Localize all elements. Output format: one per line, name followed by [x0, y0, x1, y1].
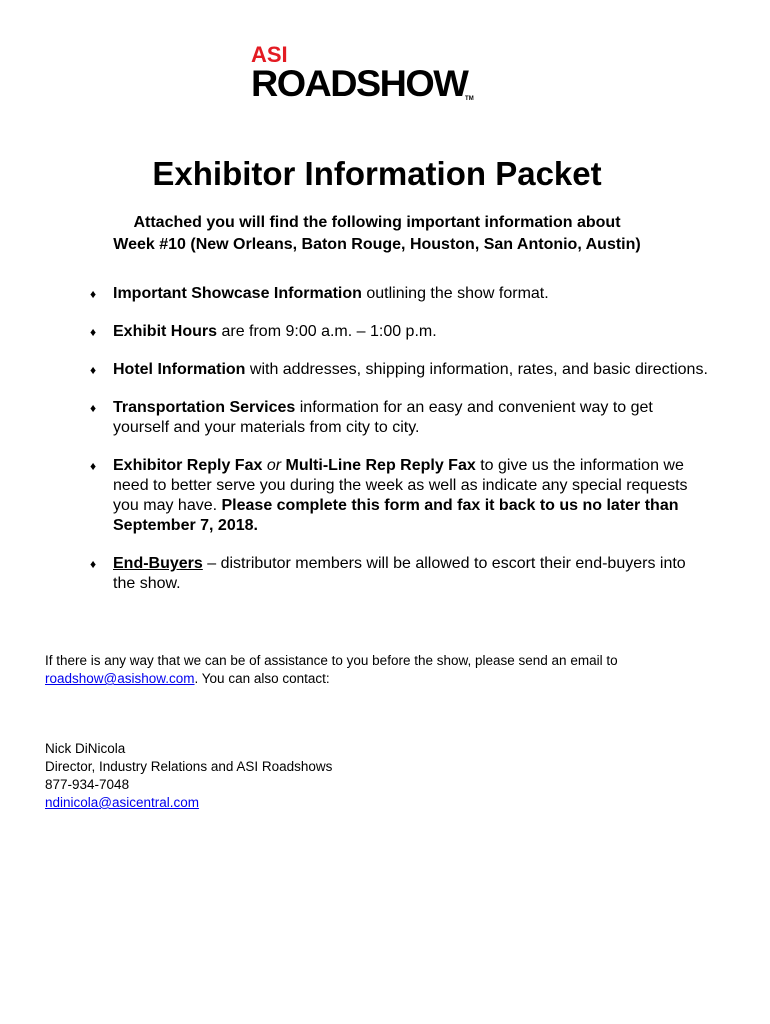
bullet-heading: Exhibitor Reply Fax	[113, 457, 263, 474]
diamond-bullet-icon: ♦	[90, 363, 97, 377]
bullet-text: information for an easy and convenient way to get yourself and your materials from city to city.	[113, 399, 653, 436]
logo-trademark: TM	[465, 96, 474, 102]
bullet-heading: End-Buyers	[113, 555, 203, 572]
bullet-heading: Important Showcase Information	[113, 285, 362, 302]
diamond-bullet-icon: ♦	[90, 325, 97, 339]
bullet-text: – distributor members will be allowed to escort their end-buyers into the show.	[113, 555, 686, 592]
intro-text	[0, 212, 754, 256]
logo-asi-text: ASI	[251, 42, 288, 67]
list-item	[90, 322, 710, 342]
contact-name: Nick DiNicola	[45, 741, 126, 756]
bullet-text: outlining the show format.	[361, 285, 549, 302]
bullet-heading: Exhibit Hours	[113, 323, 218, 340]
bullet-connector: or	[262, 457, 286, 474]
assistance-paragraph	[45, 652, 725, 688]
bullet-text: to give us the information we need to better serve you during the week as well as indicate any special requests you may have.	[113, 457, 688, 514]
page-title: Exhibitor Information Packet	[152, 155, 602, 192]
list-item	[90, 456, 710, 536]
assistance-text: If there is any way that we can be of assistance to you before the show, please send an email to	[45, 653, 618, 668]
diamond-bullet-icon: ♦	[90, 401, 97, 415]
list-item	[90, 554, 710, 594]
list-item	[90, 360, 710, 380]
bullet-text: are from 9:00 a.m. – 1:00 p.m.	[217, 323, 437, 340]
diamond-bullet-icon: ♦	[90, 287, 97, 301]
list-item	[90, 398, 710, 438]
roadshow-email-link[interactable]: roadshow@asishow.com	[45, 671, 195, 686]
intro-line-1: Attached you will find the following important information about	[133, 214, 621, 231]
bullet-deadline: Please complete this form and fax it back to us no later than September 7, 2018.	[113, 497, 679, 534]
contact-block	[45, 740, 332, 812]
contact-role: Director, Industry Relations and ASI Roadshows	[45, 759, 333, 774]
diamond-bullet-icon: ♦	[90, 459, 97, 473]
bullet-heading-2: Multi-Line Rep Reply Fax	[285, 457, 476, 474]
bullet-heading: Transportation Services	[113, 399, 296, 416]
asi-roadshow-logo	[251, 44, 511, 102]
list-item	[90, 284, 710, 304]
bullet-heading: Hotel Information	[113, 361, 246, 378]
info-bullet-list	[90, 284, 710, 612]
contact-email-link[interactable]: ndinicola@asicentral.com	[45, 795, 200, 810]
diamond-bullet-icon: ♦	[90, 557, 97, 571]
assistance-text-after: . You can also contact:	[194, 671, 330, 686]
logo-roadshow-text: ROADSHOW	[251, 63, 468, 104]
contact-phone: 877-934-7048	[45, 777, 130, 792]
bullet-text: with addresses, shipping information, rates, and basic directions.	[245, 361, 708, 378]
intro-line-2: Week #10 (New Orleans, Baton Rouge, Houston, San Antonio, Austin)	[113, 236, 641, 253]
